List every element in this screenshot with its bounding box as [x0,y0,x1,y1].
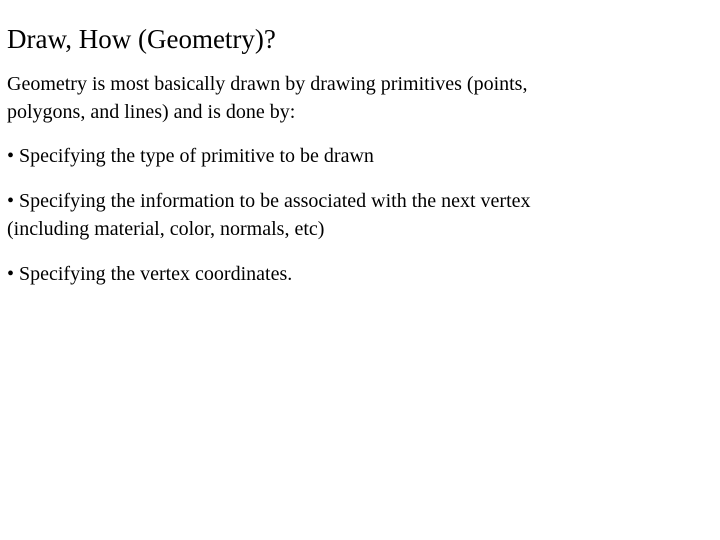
slide-title: Draw, How (Geometry)? [7,24,276,54]
bullet-item-vertex-information [7,187,707,243]
intro-line-1: Geometry is most basically drawn by drawing primitives (points, [7,73,528,95]
bullet-text: • Specifying the type of primitive to be drawn [7,145,374,167]
bullet-text: • Specifying the vertex coordinates. [7,263,293,285]
intro-paragraph [7,70,707,126]
slide-body [7,70,707,305]
intro-line-2: polygons, and lines) and is done by: [7,101,296,123]
bullet-text-line-1: • Specifying the information to be associated with the next vertex [7,190,531,212]
bullet-text-line-2: (including material, color, normals, etc) [7,218,325,240]
bullet-item-primitive-type [7,142,707,170]
bullet-item-vertex-coordinates [7,260,707,288]
